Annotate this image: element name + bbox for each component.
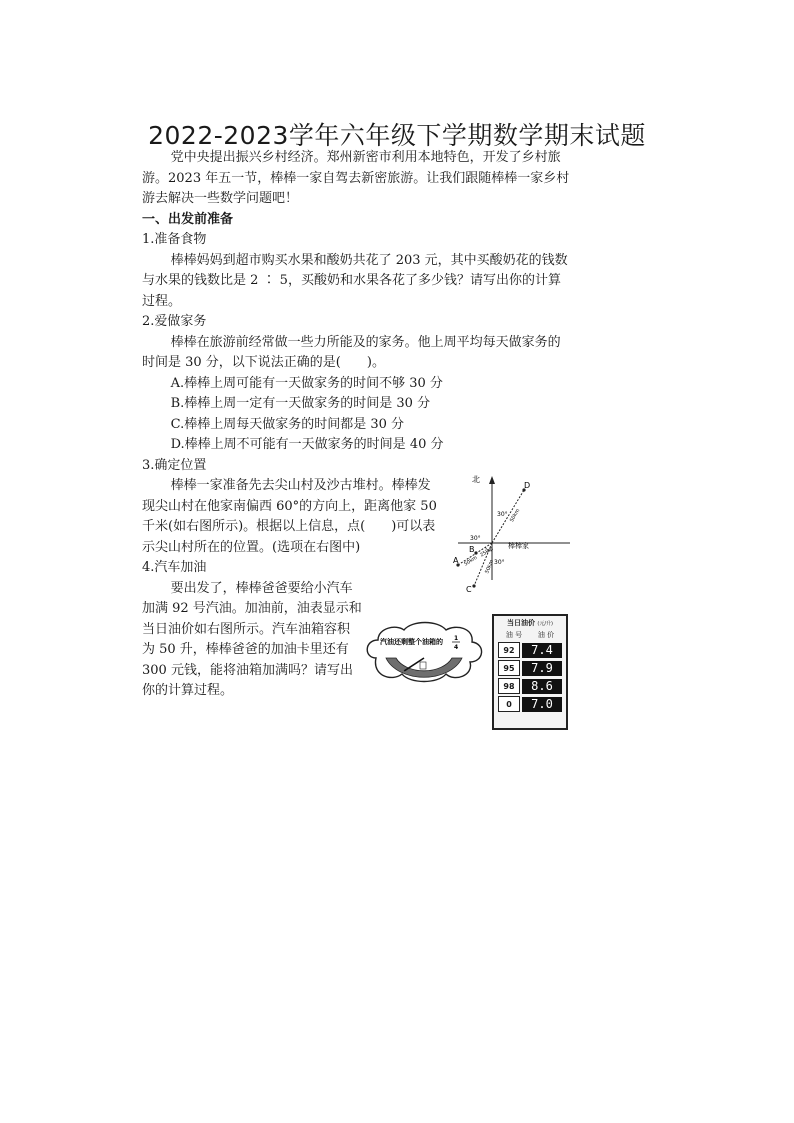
price-card-columns xyxy=(498,630,562,640)
section-heading: 一、出发前准备 xyxy=(142,211,234,227)
q1-text: 棒棒妈妈到超市购买水果和酸奶共花了 203 元，其中买酸奶花的钱数与水果的钱数比是 2 ∶ 5，买酸奶和水果各花了多少钱？请写出你的计算过程。 xyxy=(142,252,568,309)
price-cell: 7.0 xyxy=(522,697,562,712)
q4-heading: 4.汽车加油 xyxy=(142,560,207,575)
q2-option-b: B.棒棒上周一定有一天做家务的时间是 30 分 xyxy=(170,396,431,411)
q1-heading: 1.准备食物 xyxy=(142,232,207,247)
q3-heading: 3.确定位置 xyxy=(142,457,207,473)
north-arrow-icon xyxy=(489,476,495,484)
dist-b-label: 25km xyxy=(479,545,495,559)
angle-top-label: 30° xyxy=(497,511,508,518)
fuel-price-card xyxy=(492,614,568,730)
gauge-fraction-den: 4 xyxy=(454,644,459,651)
dist-c-label: 50km xyxy=(484,559,496,575)
point-c-label: C xyxy=(466,585,472,594)
q2-option-d: D.棒棒上周不可能有一天做家务的时间是 40 分 xyxy=(170,437,444,452)
price-row xyxy=(498,660,562,676)
grade-cell: 0 xyxy=(498,696,520,712)
q2-text-b: )。 xyxy=(366,355,385,370)
dist-d-label: 50km xyxy=(509,507,522,524)
point-a-label: A xyxy=(453,556,459,565)
north-label: 北 xyxy=(472,475,480,484)
price-cell: 7.9 xyxy=(522,661,562,676)
point-b xyxy=(474,551,477,554)
price-row xyxy=(498,642,562,658)
price-card-title: 当日油价 xyxy=(506,619,535,627)
col-price-label: 油 价 xyxy=(537,631,555,639)
price-card-unit: (元/升) xyxy=(537,621,554,627)
q3-text-a: 棒棒一家准备先去尖山村及沙古堆村。棒棒发现尖山村在他家南偏西 60°的方向上，距离他家 50 千米(如右图所示)。根据以上信息，点( xyxy=(142,478,437,534)
angle-bottom-label: 30° xyxy=(494,559,505,566)
grade-cell: 95 xyxy=(498,660,520,676)
grade-cell: 92 xyxy=(498,642,520,658)
q3-text xyxy=(142,476,438,558)
point-b-label: B xyxy=(469,545,475,554)
price-cell: 7.4 xyxy=(522,643,562,658)
price-cell: 8.6 xyxy=(522,679,562,694)
grade-cell: 98 xyxy=(498,678,520,694)
q4-text: 要出发了，棒棒爸爸要给小汽车加满 92 号汽油。加油前，油表显示和当日油价如右图所示。汽车油箱容积为 50 升，棒棒爸爸的加油卡里还有 300 元钱，能将油箱加满吗？请写出你的计算过程。 xyxy=(142,580,362,698)
gauge-fraction-num: 1 xyxy=(454,635,459,642)
q2-option-a: A.棒棒上周可能有一天做家务的时间不够 30 分 xyxy=(170,375,443,391)
fuel-pump-icon xyxy=(420,662,426,669)
price-card-header xyxy=(494,618,566,628)
q2-text xyxy=(142,333,572,374)
page-title: 2022-2023学年六年级下学期数学期末试题 xyxy=(148,121,646,150)
gauge-caption: 汽油还剩整个油箱的 xyxy=(380,638,443,646)
angle-left-label: 30° xyxy=(470,535,481,542)
position-diagram xyxy=(452,470,572,600)
price-row xyxy=(498,696,562,712)
q2-option-c: C.棒棒上周每天做家务的时间都是 30 分 xyxy=(170,416,405,432)
point-d-label: D xyxy=(524,481,531,490)
fuel-gauge xyxy=(362,618,486,706)
col-grade-label: 油 号 xyxy=(505,631,523,639)
intro-paragraph: 党中央提出振兴乡村经济。郑州新密市利用本地特色，开发了乡村旅游。2023 年五一节，棒棒一家自驾去新密旅游。让我们跟随棒棒一家乡村游去解决一些数学问题吧！ xyxy=(142,150,570,206)
home-label: 棒棒家 xyxy=(508,542,529,550)
point-c xyxy=(472,584,475,587)
q3-text-b: )可以表示尖山村所在的位置。(选项在右图中) xyxy=(142,519,436,555)
price-row xyxy=(498,678,562,694)
q2-heading: 2.爱做家务 xyxy=(142,314,207,329)
q2-text-a: 棒棒在旅游前经常做一些力所能及的家务。他上周平均每天做家务的时间是 30 分，以下说法正确的是( xyxy=(142,334,561,370)
dist-a-label: 50km xyxy=(463,554,479,568)
